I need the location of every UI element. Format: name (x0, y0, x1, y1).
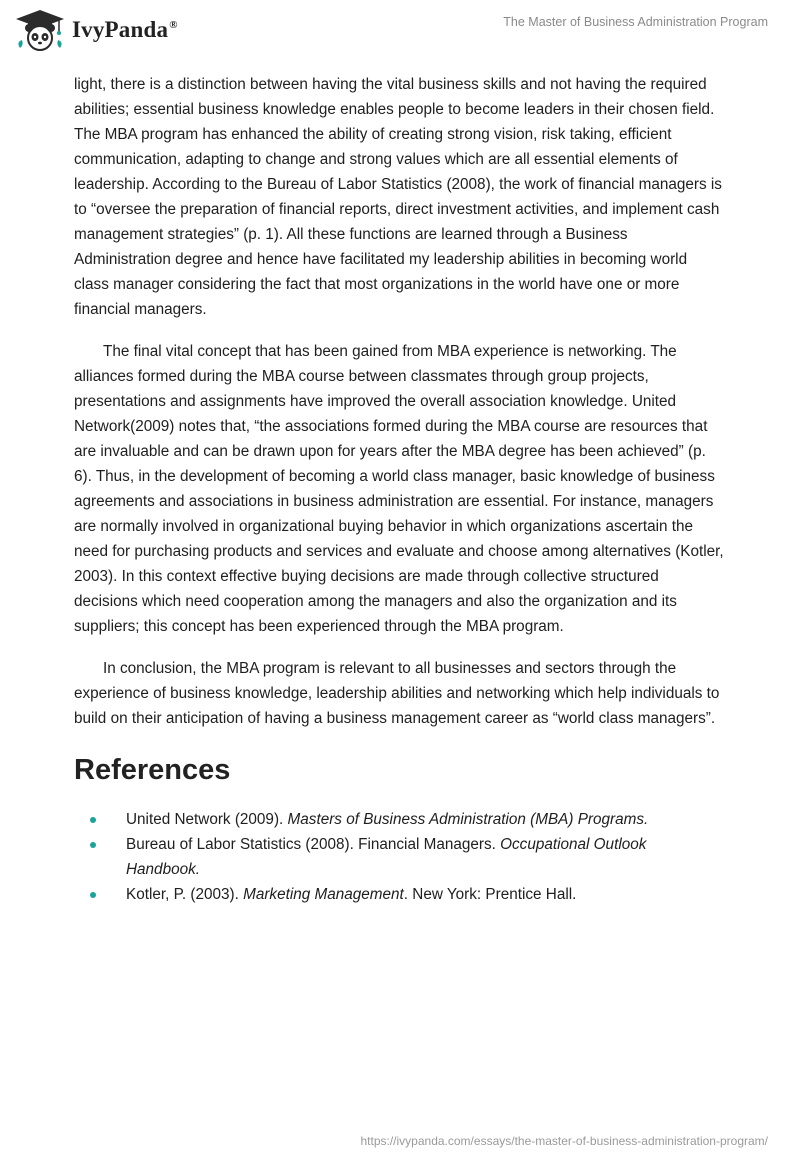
panda-graduation-cap-icon (14, 8, 66, 52)
paragraph: light, there is a distinction between having the vital business skills and not having the required abilities; essential business knowledge enables people to become leaders in their chosen field. The MBA program has enhanced the ability of creating strong vision, risk taking, efficient communication, adapting to change and strong values which are all essential elements of leadership. According to the Bureau of Labor Statistics (2008), the work of financial managers is to “oversee the preparation of financial reports, direct investment activities, and implement cash management strategies” (p. 1). All these functions are learned through a Business Administration degree and hence have facilitated my leadership abilities in becoming world class manager considering the fact that most organizations in the world have one or more financial managers. (74, 76, 722, 318)
document-title: The Master of Business Administration Program (503, 15, 768, 29)
reference-item: United Network (2009). Masters of Business Administration (MBA) Programs. (74, 807, 724, 832)
reference-item: Bureau of Labor Statistics (2008). Financial Managers. Occupational Outlook Handbook. (74, 832, 724, 882)
paragraph: The final vital concept that has been gained from MBA experience is networking. The alliances formed during the MBA course between classmates through group projects, presentations and assignments have improved the overall association knowledge. United Network(2009) notes that, “the associations formed during the MBA course are resources that are invaluable and can be drawn upon for years after the MBA degree has been achieved” (p. 6). Thus, in the development of becoming a world class manager, basic knowledge of business agreements and associations in business administration are essential. For instance, managers are normally involved in organizational buying behavior in which organizations ascertain the need for purchasing products and services and evaluate and choose among alternatives (Kotler, 2003). In this context effective buying decisions are made through collective structured decisions which need cooperation among the managers and also the organization and its suppliers; this concept has been experienced through the MBA program. (74, 343, 724, 635)
ivypanda-logo[interactable] (14, 8, 178, 52)
bullet-dot-icon (90, 817, 96, 823)
page-header (0, 0, 800, 60)
bullet-dot-icon (90, 892, 96, 898)
essay-content (74, 72, 724, 907)
paragraph: In conclusion, the MBA program is relevant to all businesses and sectors through the experience of business knowledge, leadership abilities and networking which help individuals to build on their anticipation of having a business management career as “world class managers”. (74, 660, 720, 727)
bullet-dot-icon (90, 842, 96, 848)
logo-text: IvyPanda® (72, 17, 178, 42)
references-list (74, 807, 724, 907)
source-url-link[interactable]: https://ivypanda.com/essays/the-master-of-business-administration-program/ (360, 1134, 768, 1148)
reference-item: Kotler, P. (2003). Marketing Management. New York: Prentice Hall. (74, 882, 724, 907)
references-heading: References (74, 754, 231, 786)
